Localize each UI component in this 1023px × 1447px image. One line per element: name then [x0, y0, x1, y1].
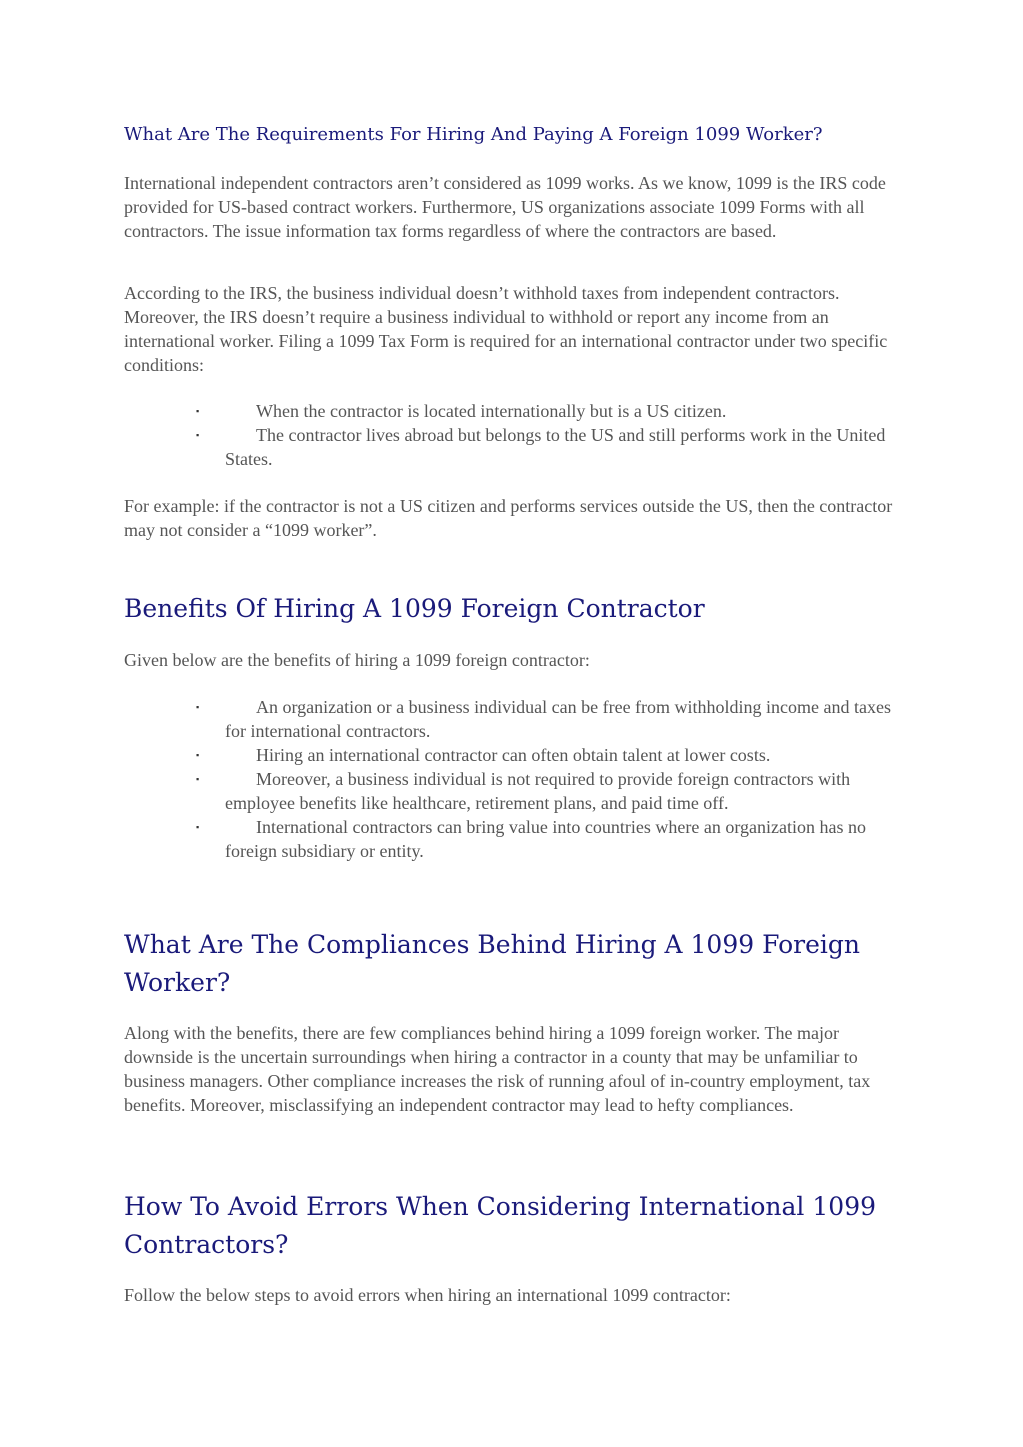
list-item — [124, 399, 904, 423]
list-item — [124, 695, 904, 743]
paragraph-example: For example: if the contractor is not a US citizen and performs services outside the US, then the contractor may not consider a “1099 worker”. — [124, 496, 893, 540]
list-item — [124, 423, 904, 471]
paragraph-avoid-errors: Follow the below steps to avoid errors when hiring an international 1099 contractor: — [124, 1285, 731, 1305]
section-heading-requirements: What Are The Requirements For Hiring And Paying A Foreign 1099 Worker? — [124, 124, 823, 145]
section-heading-benefits: Benefits Of Hiring A 1099 Foreign Contractor — [124, 594, 705, 623]
list-item-text: International contractors can bring value into countries where an organization has no foreign subsidiary or entity. — [225, 817, 866, 861]
bullet-icon: ▪ — [196, 750, 200, 760]
bullet-icon: ▪ — [196, 430, 200, 440]
list-item — [124, 767, 904, 815]
section-heading-compliances: What Are The Compliances Behind Hiring A 1099 Foreign Worker? — [124, 930, 860, 997]
list-item-text: When the contractor is located internationally but is a US citizen. — [256, 401, 727, 421]
list-item — [124, 815, 904, 863]
paragraph-intro: International independent contractors aren’t considered as 1099 works. As we know, 1099 is the IRS code provided for US-based contract workers. Furthermore, US organizations associate 1099 Forms with all contractors. The issue information tax forms regardless of where the contractors are based. — [124, 173, 886, 241]
bullet-icon: ▪ — [196, 774, 200, 784]
bullet-icon: ▪ — [196, 406, 200, 416]
list-item-text: The contractor lives abroad but belongs to the US and still performs work in the United States. — [225, 425, 886, 469]
list-item-text: Moreover, a business individual is not required to provide foreign contractors with employee benefits like healthcare, retirement plans, and paid time off. — [225, 769, 851, 813]
paragraph-benefits-intro: Given below are the benefits of hiring a 1099 foreign contractor: — [124, 650, 590, 670]
section-heading-avoid-errors: How To Avoid Errors When Considering International 1099 Contractors? — [124, 1192, 877, 1259]
bullet-icon: ▪ — [196, 822, 200, 832]
bullet-icon: ▪ — [196, 702, 200, 712]
paragraph-irs: According to the IRS, the business individual doesn’t withhold taxes from independent contractors. Moreover, the IRS doesn’t require a business individual to withhold or report any income from an international worker. Filing a 1099 Tax Form is required for an international contractor under two specific conditions: — [124, 283, 888, 375]
list-item — [124, 743, 904, 767]
conditions-list — [124, 399, 904, 471]
list-item-text: An organization or a business individual can be free from withholding income and taxes for international contractors. — [225, 697, 892, 741]
list-item-text: Hiring an international contractor can often obtain talent at lower costs. — [256, 745, 771, 765]
paragraph-compliances: Along with the benefits, there are few compliances behind hiring a 1099 foreign worker. The major downside is the uncertain surroundings when hiring a contractor in a county that may be unfamiliar to business managers. Other compliance increases the risk of running afoul of in-country employment, tax benefits. Moreover, misclassifying an independent contractor may lead to hefty compliances. — [124, 1023, 871, 1115]
benefits-list — [124, 695, 904, 863]
